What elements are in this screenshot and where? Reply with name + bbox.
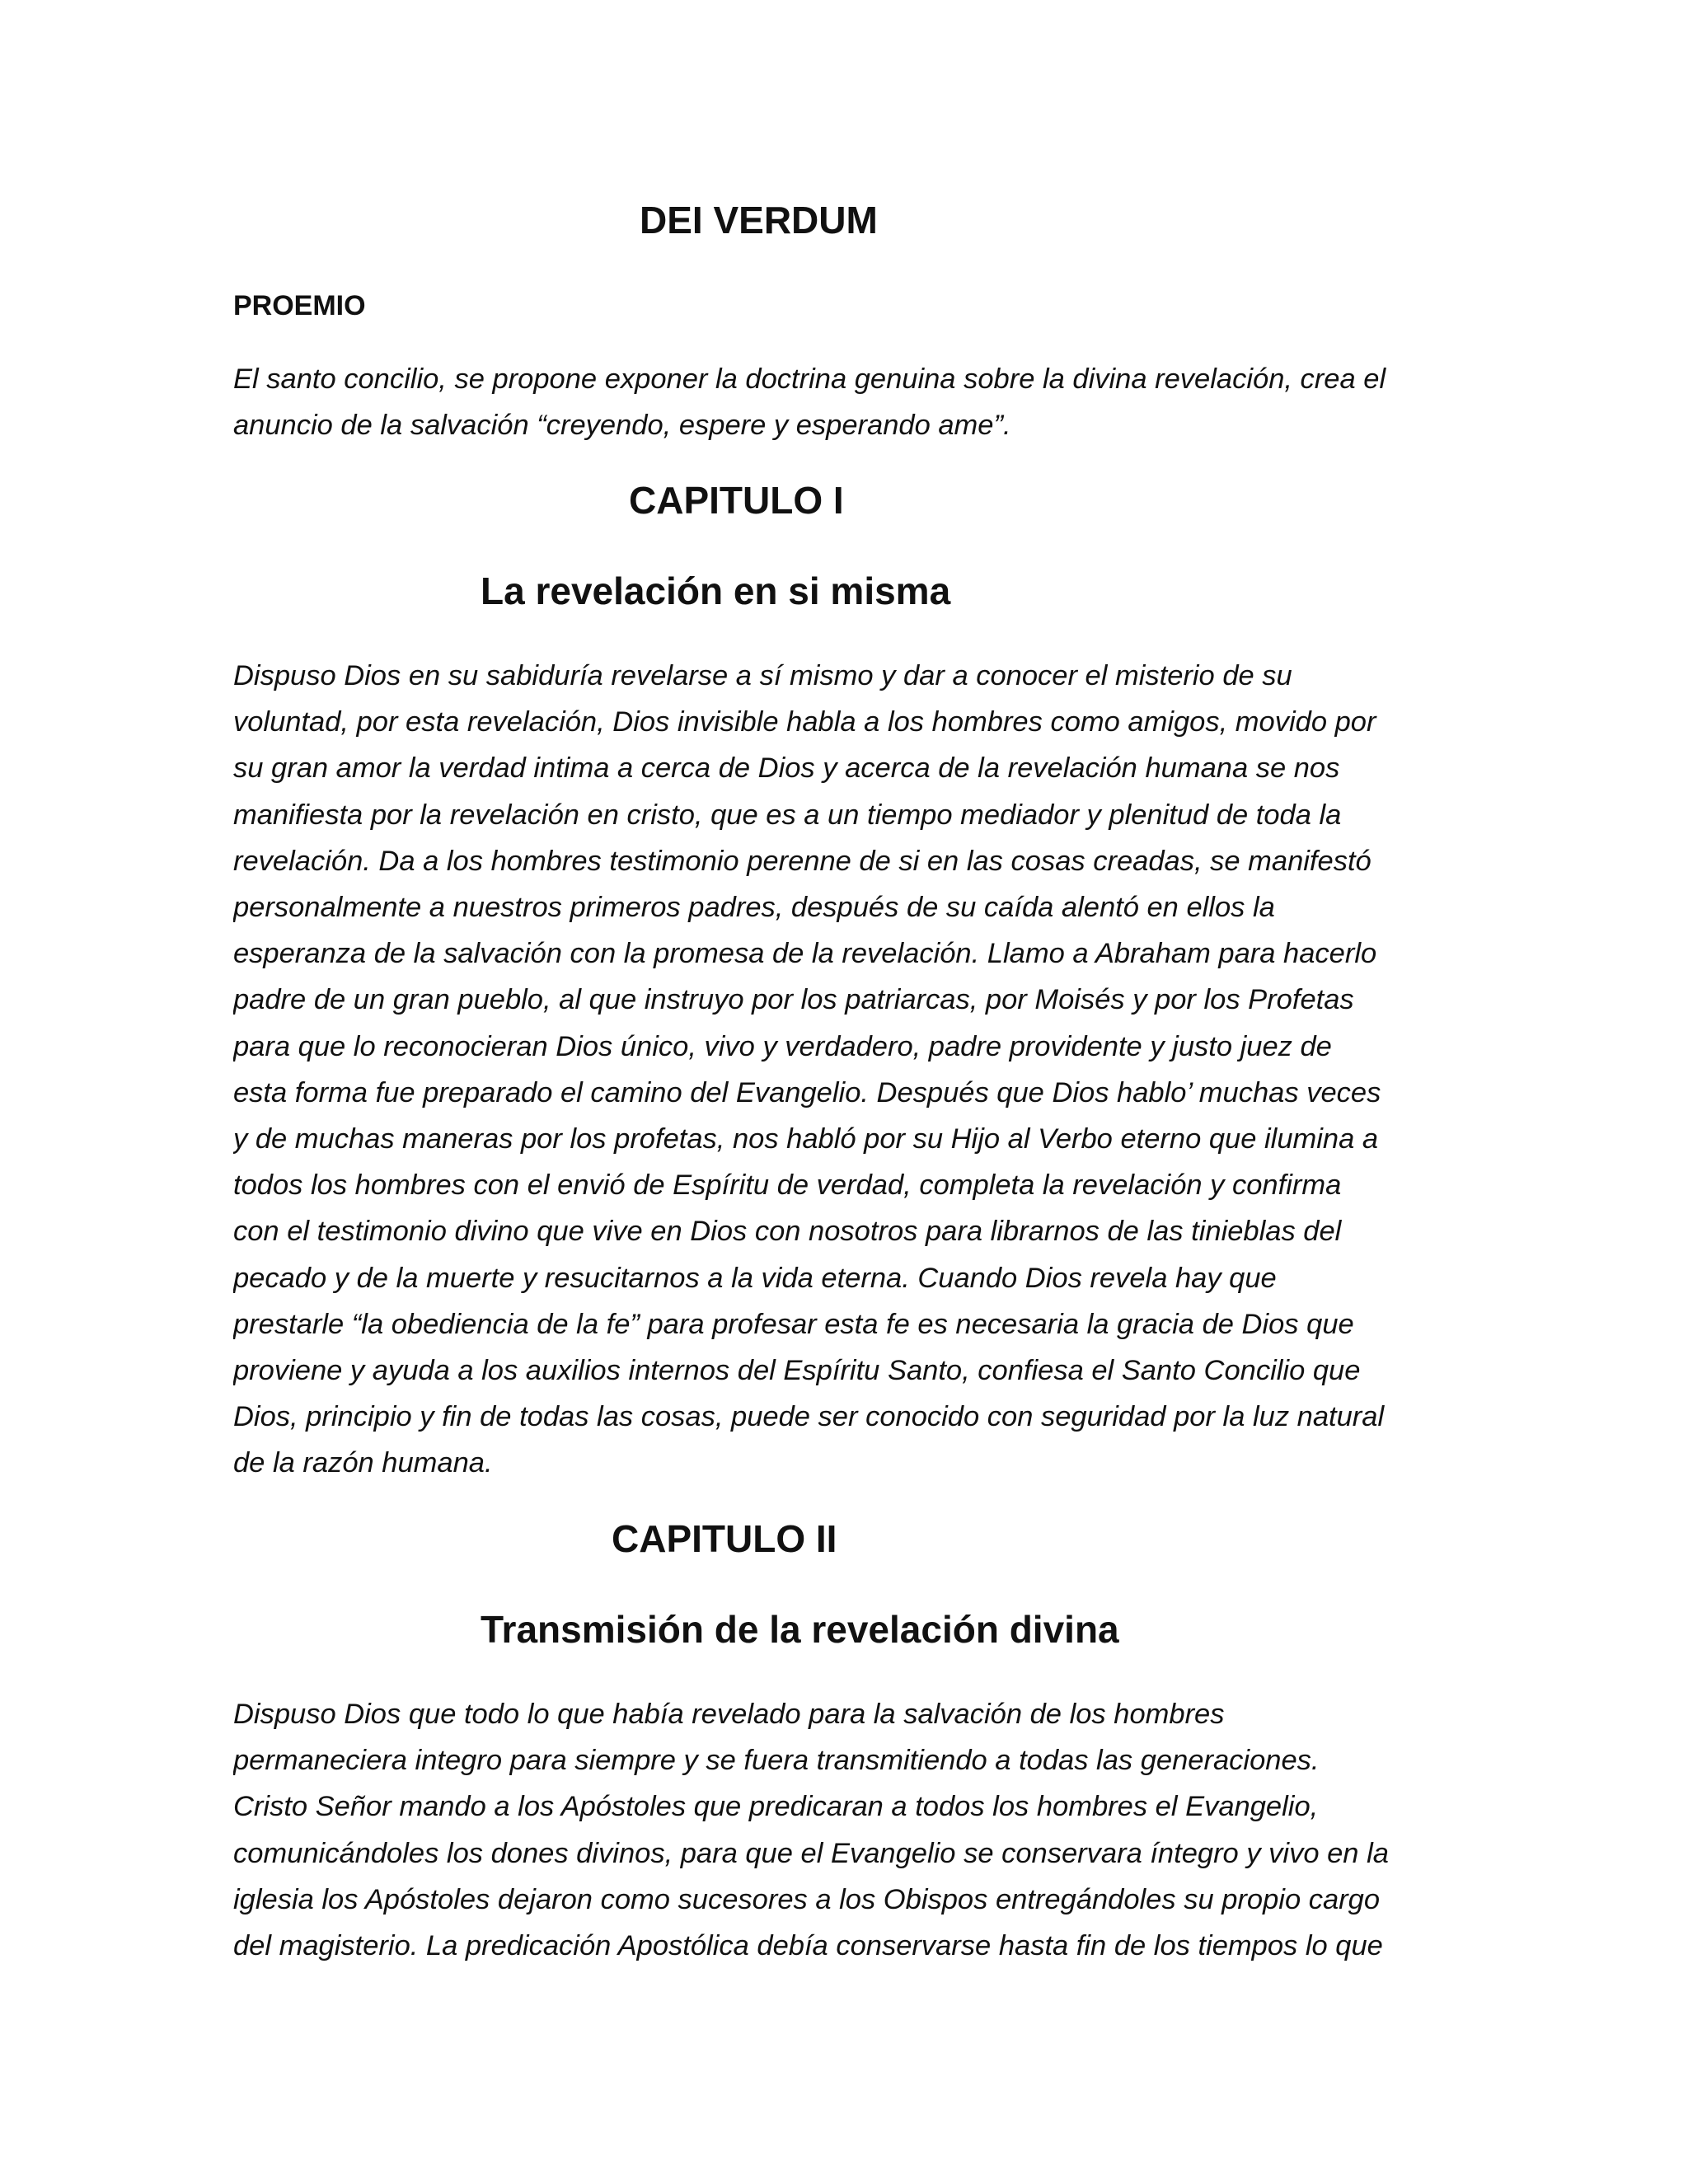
text-line: voluntad, por esta revelación, Dios invisible habla a los hombres como amigos, movido por <box>233 706 1376 738</box>
text-line: Dispuso Dios en su sabiduría revelarse a sí mismo y dar a conocer el misterio de su <box>233 660 1292 691</box>
text-line: El santo concilio, se propone exponer la doctrina genuina sobre la divina revelación, crea el <box>233 363 1386 395</box>
chapter-2-heading: CAPITULO II <box>612 1517 837 1560</box>
chapter-1-paragraph <box>233 653 1461 1487</box>
text-line: revelación. Da a los hombres testimonio perenne de si en las cosas creadas, se manifestó <box>233 845 1372 877</box>
text-line: con el testimonio divino que vive en Dios con nosotros para librarnos de las tinieblas del <box>233 1216 1342 1248</box>
text-line: iglesia los Apóstoles dejaron como sucesores a los Obispos entregándoles su propio cargo <box>233 1883 1381 1915</box>
text-line: todos los hombres con el envió de Espíritu de verdad, completa la revelación y confirma <box>233 1169 1342 1202</box>
chapter-2-paragraph <box>233 1691 1461 1969</box>
text-line: padre de un gran pueblo, al que instruyo por los patriarcas, por Moisés y por los Profetas <box>233 984 1354 1016</box>
text-line: Cristo Señor mando a los Apóstoles que predicaran a todos los hombres el Evangelio, <box>233 1791 1319 1823</box>
proemio-paragraph <box>233 356 1461 448</box>
text-line: de la razón humana. <box>233 1447 493 1479</box>
text-line: para que lo reconocieran Dios único, vivo y verdadero, padre providente y justo juez de <box>233 1030 1332 1062</box>
text-line: prestarle “la obediencia de la fe” para profesar esta fe es necesaria la gracia de Dios que <box>233 1308 1354 1340</box>
proemio-heading: PROEMIO <box>233 290 366 321</box>
text-line: Dios, principio y fin de todas las cosas, puede ser conocido con seguridad por la luz natural <box>233 1401 1385 1433</box>
chapter-1-heading: CAPITULO I <box>629 479 844 522</box>
text-line: proviene y ayuda a los auxilios internos del Espíritu Santo, confiesa el Santo Concilio que <box>233 1355 1361 1387</box>
text-line: permaneciera integro para siempre y se fuera transmitiendo a todas las generaciones. <box>233 1745 1320 1777</box>
chapter-1-subtitle: La revelación en si misma <box>481 569 951 612</box>
text-line: del magisterio. La predicación Apostólica debía conservarse hasta fin de los tiempos lo que <box>233 1930 1383 1962</box>
text-line: y de muchas maneras por los profetas, nos habló por su Hijo al Verbo eterno que ilumina a <box>233 1123 1379 1155</box>
text-line: comunicándoles los dones divinos, para que el Evangelio se conservara íntegro y vivo en la <box>233 1837 1389 1869</box>
text-line: su gran amor la verdad intima a cerca de Dios y acerca de la revelación humana se nos <box>233 752 1340 785</box>
chapter-2-subtitle: Transmisión de la revelación divina <box>481 1608 1119 1651</box>
text-line: anuncio de la salvación “creyendo, espere y esperando ame”. <box>233 410 1011 442</box>
text-line: manifiesta por la revelación en cristo, que es a un tiempo mediador y plenitud de toda la <box>233 799 1342 831</box>
text-line: esta forma fue preparado el camino del Evangelio. Después que Dios hablo’ muchas veces <box>233 1076 1381 1108</box>
text-line: Dispuso Dios que todo lo que había revelado para la salvación de los hombres <box>233 1699 1225 1730</box>
text-line: esperanza de la salvación con la promesa de la revelación. Llamo a Abraham para hacerlo <box>233 938 1377 970</box>
document-title: DEI VERDUM <box>640 199 878 241</box>
text-line: pecado y de la muerte y resucitarnos a la vida eterna. Cuando Dios revela hay que <box>233 1262 1277 1294</box>
text-line: personalmente a nuestros primeros padres, después de su caída alentó en ellos la <box>233 892 1275 924</box>
